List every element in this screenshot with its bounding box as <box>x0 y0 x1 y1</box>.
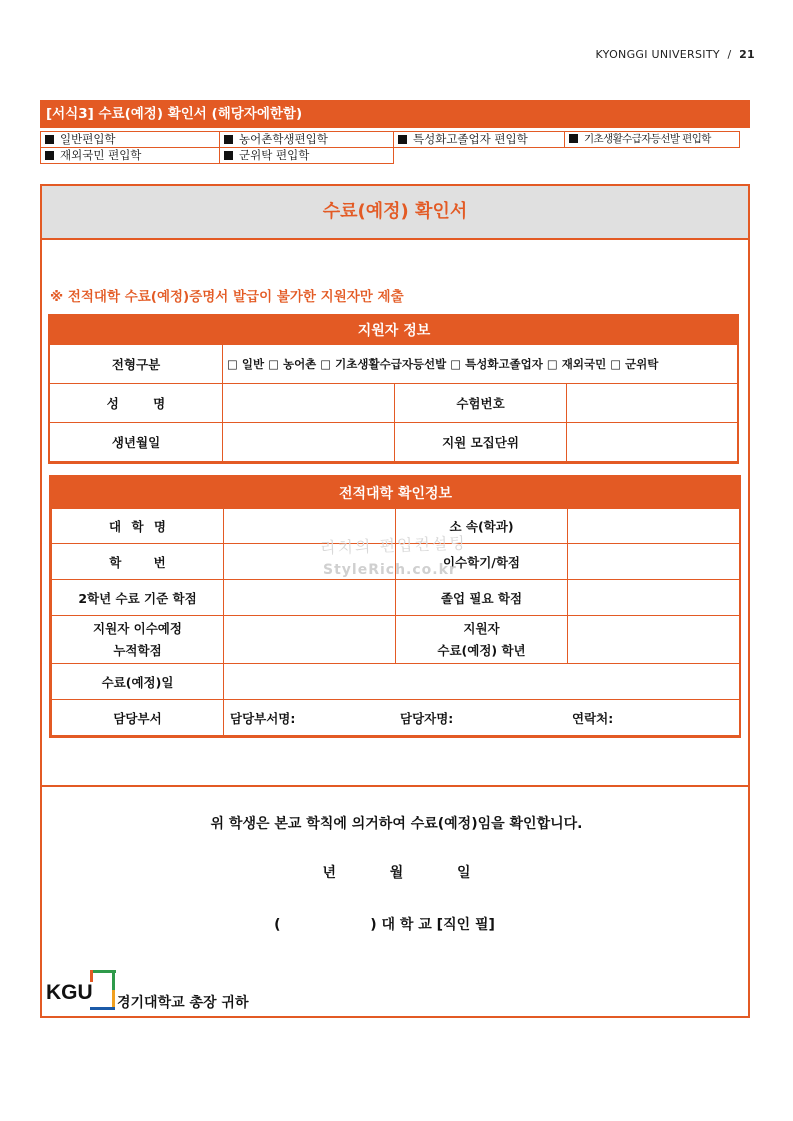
officer-name: 담당자명: <box>400 710 454 726</box>
form-tag: [서식3] 수료(예정) 확인서 (해당자에한함) <box>40 100 750 128</box>
semesters-value[interactable] <box>568 544 740 580</box>
admission-type-grid <box>40 131 740 164</box>
year-label: 년 <box>322 865 336 881</box>
unit-value[interactable] <box>567 423 739 462</box>
credits-2nd-label: 2학년 수료 기준 학점 <box>52 580 224 616</box>
completion-date-value[interactable] <box>224 664 740 700</box>
student-no-label: 학 번 <box>52 544 224 580</box>
birth-label: 생년월일 <box>50 423 223 462</box>
applicant-heading: 지원자 정보 <box>50 316 739 345</box>
dept-office-label: 담당부서 <box>52 700 224 736</box>
filled-square-icon <box>45 135 54 144</box>
college-info-table <box>51 477 740 736</box>
grad-credits-value[interactable] <box>568 580 740 616</box>
birth-value[interactable] <box>223 423 395 462</box>
filled-square-icon <box>45 151 54 160</box>
date-line <box>0 862 793 882</box>
page-header <box>596 48 755 61</box>
exam-no-label: 수험번호 <box>395 384 567 423</box>
dept-office-values[interactable] <box>224 700 740 736</box>
admission-type-item: 특성화고졸업자 편입학 <box>394 132 565 148</box>
dept-office-name: 담당부서명: <box>230 710 296 726</box>
confirm-text: 위 학생은 본교 학칙에 의거하여 수료(예정)임을 확인합니다. <box>210 816 583 832</box>
expected-year-label: 지원자 수료(예정) 학년 <box>396 616 568 664</box>
unit-label: 지원 모집단위 <box>395 423 567 462</box>
watermark-line1: 리치의 편입컨설팅 <box>319 533 468 558</box>
expected-credits-label: 지원자 이수예정 누적학점 <box>52 616 224 664</box>
filled-square-icon <box>569 134 578 143</box>
filled-square-icon <box>398 135 407 144</box>
admission-type-item: 일반편입학 <box>41 132 220 148</box>
dept-value[interactable] <box>568 509 740 544</box>
type-label: 전형구분 <box>50 345 223 384</box>
seal-line <box>0 914 781 934</box>
completion-date-label: 수료(예정)일 <box>52 664 224 700</box>
admission-type-item: 군위탁 편입학 <box>220 148 394 164</box>
section-divider <box>42 785 748 787</box>
expected-year-value[interactable] <box>568 616 740 664</box>
watermark-line2: StyleRich.co.kr <box>323 562 457 578</box>
expected-credits-value[interactable] <box>224 616 396 664</box>
notice-text: ※ 전적대학 수료(예정)증명서 발급이 불가한 지원자만 제출 <box>50 289 404 305</box>
type-options[interactable]: □ 일반 □ 농어촌 □ 기초생활수급자등선발 □ 특성화고졸업자 □ 재외국민 □ 군위탁 <box>223 345 739 384</box>
semesters-label: 이수학기/학점 <box>396 544 568 580</box>
university-name: KYONGGI UNIVERSITY <box>595 48 720 61</box>
name-label: 성 명 <box>50 384 223 423</box>
month-label: 월 <box>389 865 404 881</box>
form-title: 수료(예정) 확인서 <box>42 186 748 240</box>
seal-text: ) 대 학 교 [직인 필] <box>370 917 495 933</box>
page-number: 21 <box>739 48 755 61</box>
admission-type-item: 재외국민 편입학 <box>41 148 220 164</box>
grad-credits-label: 졸업 필요 학점 <box>396 580 568 616</box>
admission-type-item: 농어촌학생편입학 <box>220 132 394 148</box>
applicant-info-table <box>49 315 739 462</box>
day-label: 일 <box>457 865 471 881</box>
college-label: 대 학 명 <box>52 509 224 544</box>
filled-square-icon <box>224 151 233 160</box>
exam-no-value[interactable] <box>567 384 739 423</box>
filled-square-icon <box>224 135 233 144</box>
addressee: 경기대학교 총장 귀하 <box>117 995 249 1011</box>
college-heading: 전적대학 확인정보 <box>52 478 740 509</box>
kgu-logo-text: KGU <box>46 981 93 1004</box>
seal-open: ( <box>274 917 281 933</box>
kgu-logo <box>46 968 116 1012</box>
header-separator: / <box>727 48 732 61</box>
admission-type-item: 기초생활수급자등선발 편입학 <box>565 132 740 148</box>
dept-label: 소 속(학과) <box>396 509 568 544</box>
credits-2nd-value[interactable] <box>224 580 396 616</box>
name-value[interactable] <box>223 384 395 423</box>
contact: 연락처: <box>572 710 614 726</box>
